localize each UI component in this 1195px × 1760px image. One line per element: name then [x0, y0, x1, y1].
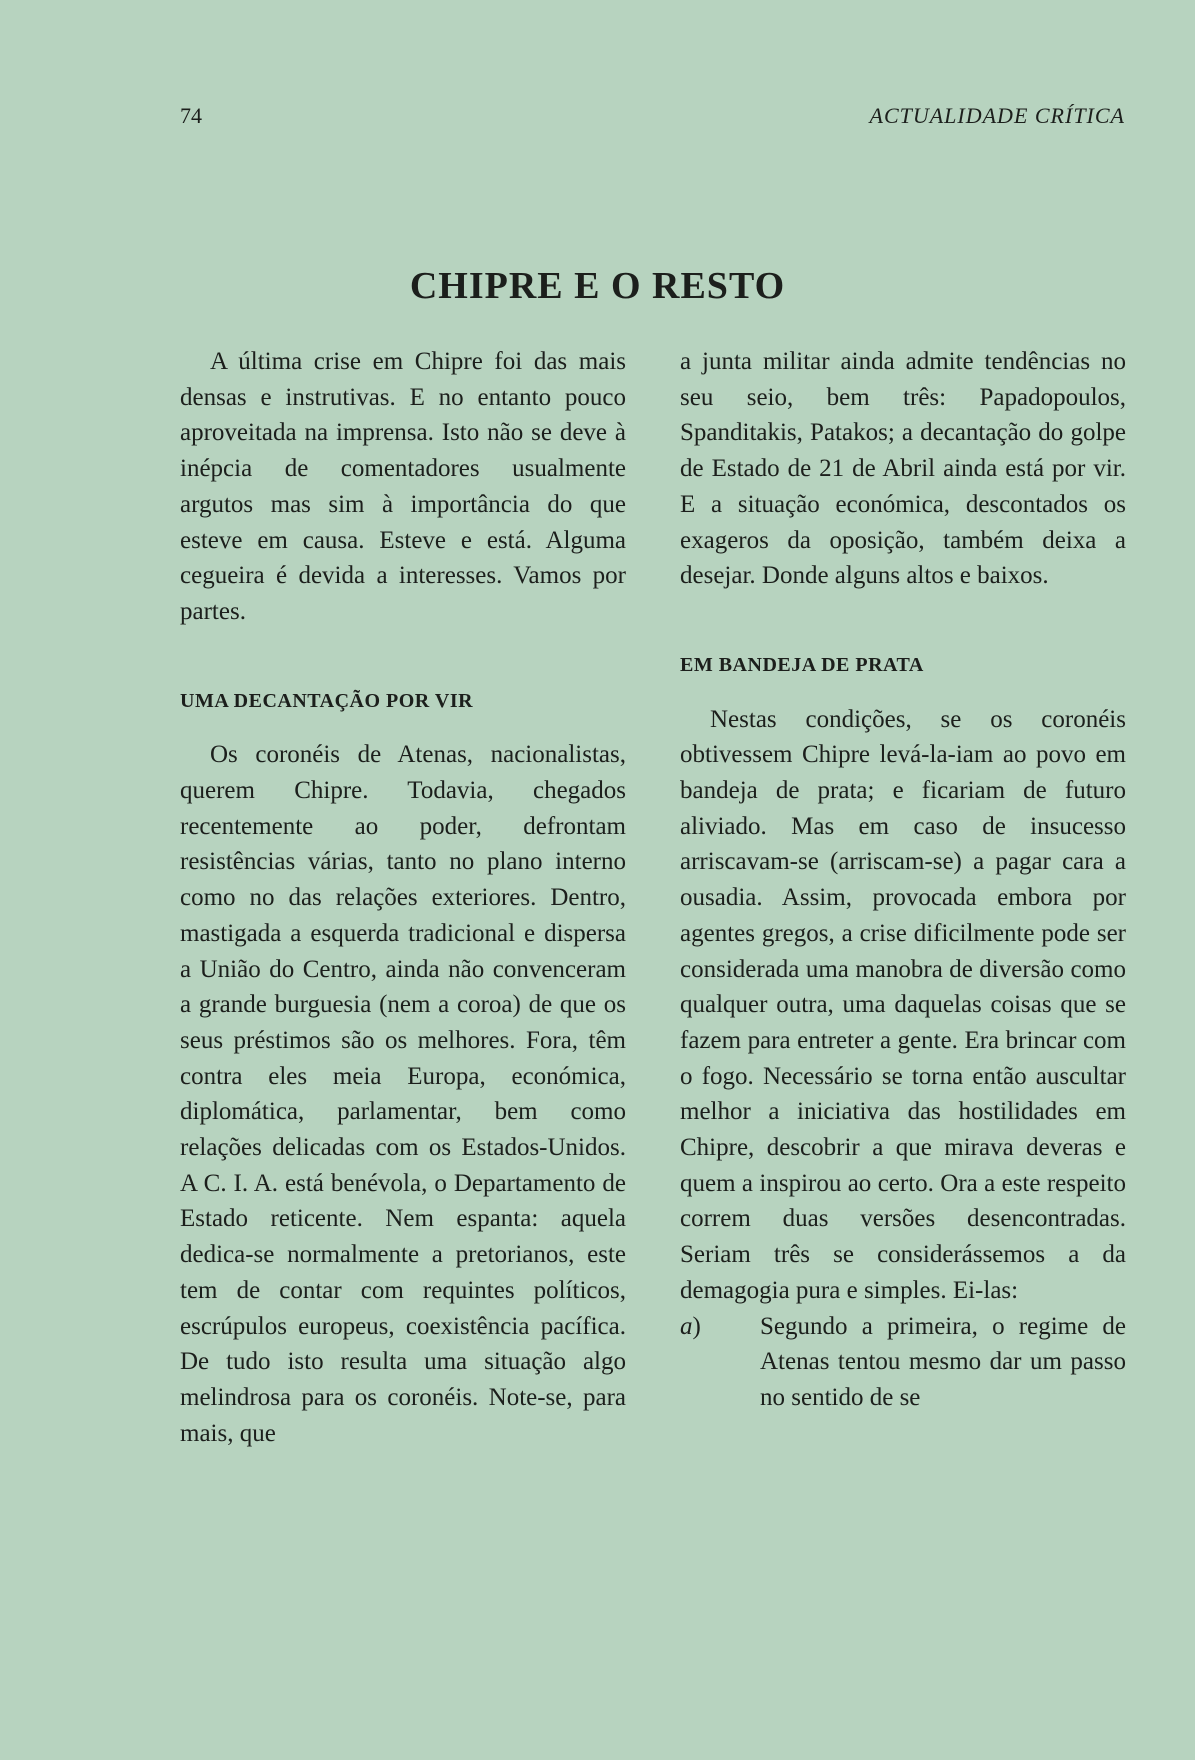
right-column	[680, 344, 1126, 1416]
section-heading-bandeja: EM BANDEJA DE PRATA	[680, 653, 924, 676]
running-head: ACTUALIDADE CRÍTICA	[869, 103, 1125, 128]
section-body-decantacao: Os coronéis de Atenas, nacionalistas, querem Chipre. Todavia, chegados recentemente ao poder, defrontam resistências várias, tanto no plano interno como no das relações exteriores. Dentro, mastigada a esquerda tradicional e dispersa a União do Centro, ainda não convenceram a grande burguesia (nem a coroa) de que os seus préstimos são os melhores. Fora, têm contra eles meia Europa, económica, diplomática, parlamentar, bem como relações delicadas com os Estados-Unidos. A C. I. A. está benévola, o Departamento de Estado reticente. Nem espanta: aquela dedica-se normalmente a pretorianos, este tem de contar com requintes políticos, escrúpulos europeus, coexistência pacífica. De tudo isto resulta uma situação algo melindrosa para os coronéis. Note-se, para mais, que	[180, 741, 626, 1447]
list-item-text: Segundo a primeira, o regime de Atenas tentou mesmo dar um passo no sentido de se	[760, 1312, 1126, 1411]
section-heading-decantacao: UMA DECANTAÇÃO POR VIR	[180, 689, 474, 712]
page-number: 74	[180, 103, 202, 128]
continuation-paragraph: a junta militar ainda admite tendências no seu seio, bem três: Papadopoulos, Spanditakis, Patakos; a decantação do golpe de Estado de 21 de Abril ainda está por vir. E a situação económica, descontados os exageros da oposição, também deixa a desejar. Donde alguns altos e baixos.	[680, 348, 1126, 590]
left-column	[180, 344, 626, 1451]
list-item-a	[680, 1309, 1126, 1416]
list-marker	[680, 1309, 760, 1416]
intro-paragraph: A última crise em Chipre foi das mais densas e instrutivas. E no entanto pouco aproveitada na imprensa. Isto não se deve à inépcia de comentadores usualmente argutos mas sim à importância do que esteve em causa. Esteve e está. Alguma cegueira é devida a interesses. Vamos por partes.	[180, 348, 626, 625]
section-body-bandeja: Nestas condições, se os coronéis obtivessem Chipre levá-la-iam ao povo em bandeja de prata; e ficariam de futuro aliviado. Mas em caso de insucesso arriscavam-se (arriscam-se) a pagar cara a ousadia. Assim, provocada embora por agentes gregos, a crise dificilmente pode ser considerada uma manobra de diversão como qualquer outra, uma daquelas coisas que se fazem para entreter a gente. Era brincar com o fogo. Necessário se torna então auscultar melhor a iniciativa das hostilidades em Chipre, descobrir a que mirava deveras e quem a inspirou ao certo. Ora a este respeito correm duas versões desencontradas. Seriam três se considerássemos a da demagogia pura e simples. Ei-las:	[680, 705, 1126, 1304]
article-title: CHIPRE E O RESTO	[409, 265, 786, 307]
list-marker-letter: a	[680, 1312, 693, 1340]
list-marker-paren: )	[692, 1312, 701, 1340]
